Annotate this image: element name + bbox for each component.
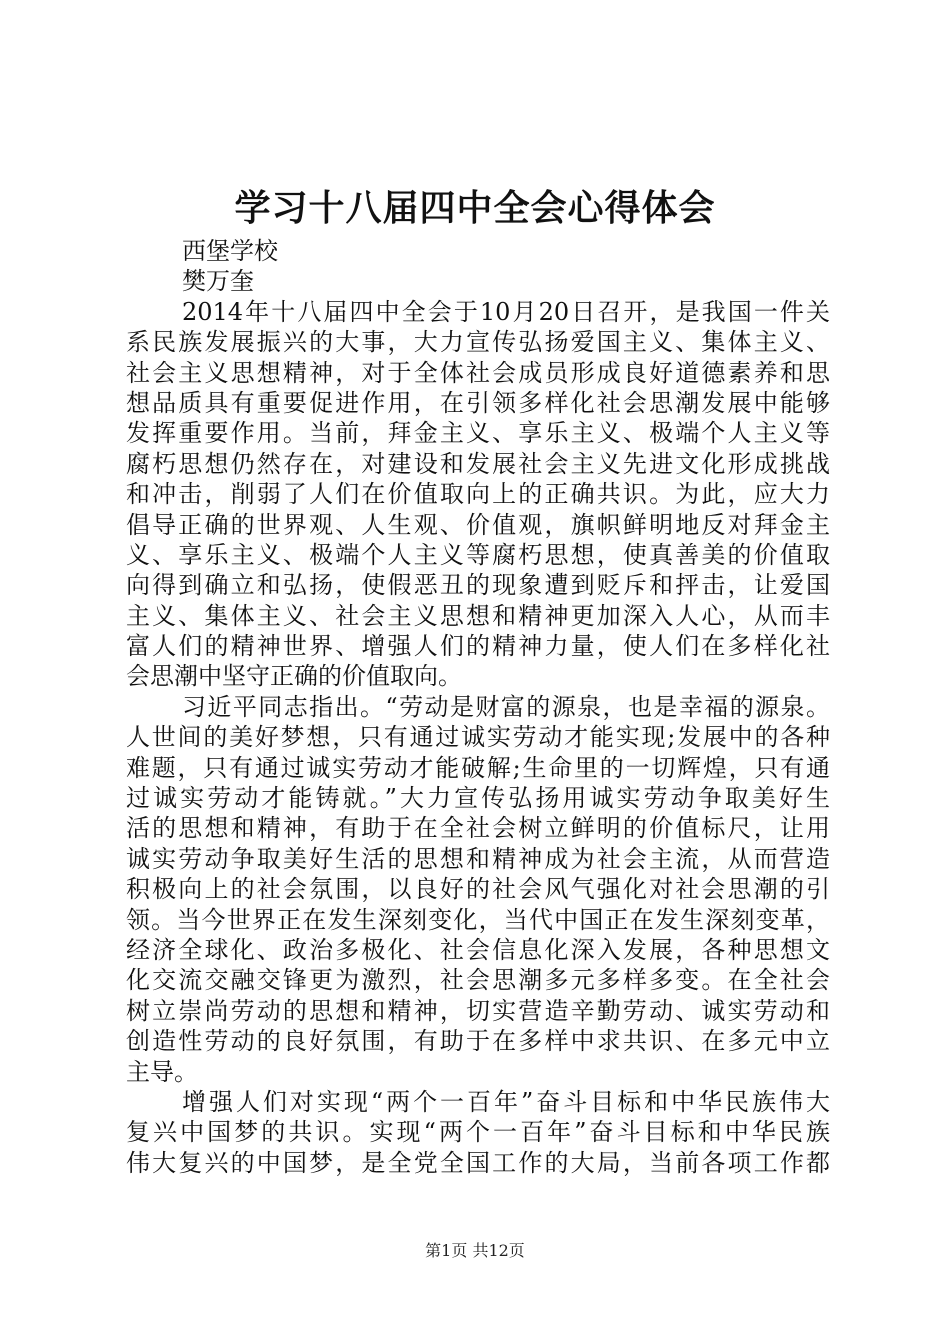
paragraph-1-line-9: 义、享乐主义、极端个人主义等腐朽思想，使真善美的价值取 <box>126 540 830 569</box>
school-name: 西堡学校 <box>182 237 278 265</box>
paragraph-2-line-12: 创造性劳动的良好氛围，有助于在多样中求共识、在多元中立 <box>126 1027 830 1056</box>
paragraph-1-line-10: 向得到确立和弘扬，使假恶丑的现象遭到贬斥和抨击，让爱国 <box>126 571 830 600</box>
paragraph-2-line-8: 领。当今世界正在发生深刻变化，当代中国正在发生深刻变革， <box>126 905 830 934</box>
paragraph-2-line-11: 树立崇尚劳动的思想和精神，切实营造辛勤劳动、诚实劳动和 <box>126 996 830 1025</box>
document-body <box>126 236 830 1178</box>
paragraph-1-line-11: 主义、集体主义、社会主义思想和精神更加深入人心，从而丰 <box>126 601 830 630</box>
paragraph-1-line-4: 想品质具有重要促进作用，在引领多样化社会思潮发展中能够 <box>126 388 830 417</box>
paragraph-1-line-5: 发挥重要作用。当前，拜金主义、享乐主义、极端个人主义等 <box>126 419 830 448</box>
paragraph-1-line-12: 富人们的精神世界、增强人们的精神力量，使人们在多样化社 <box>126 632 830 661</box>
paragraph-1-line-13: 会思潮中坚守正确的价值取向。 <box>126 662 462 691</box>
author-name: 樊万奎 <box>182 267 254 296</box>
paragraph-1-line-8: 倡导正确的世界观、人生观、价值观，旗帜鲜明地反对拜金主 <box>126 510 830 539</box>
paragraph-2-line-3: 难题，只有通过诚实劳动才能破解;生命里的一切辉煌，只有通 <box>126 753 830 782</box>
page-number-footer: 第1页 共12页 <box>425 1241 525 1260</box>
paragraph-3-line-1: 增强人们对实现“两个一百年”奋斗目标和中华民族伟大 <box>182 1087 830 1116</box>
paragraph-2-line-2: 人世间的美好梦想，只有通过诚实劳动才能实现;发展中的各种 <box>126 723 830 752</box>
paragraph-2-line-10: 化交流交融交锋更为激烈，社会思潮多元多样多变。在全社会 <box>126 966 830 995</box>
paragraph-3-line-3: 伟大复兴的中国梦，是全党全国工作的大局，当前各项工作都 <box>126 1148 830 1177</box>
paragraph-1-line-7: 和冲击，削弱了人们在价值取向上的正确共识。为此，应大力 <box>126 480 830 509</box>
paragraph-2-line-6: 诚实劳动争取美好生活的思想和精神成为社会主流，从而营造 <box>126 844 830 873</box>
paragraph-1-line-6: 腐朽思想仍然存在，对建设和发展社会主义先进文化形成挑战 <box>126 449 830 478</box>
paragraph-2-line-7: 积极向上的社会氛围，以良好的社会风气强化对社会思潮的引 <box>126 875 830 904</box>
paragraph-3-line-2: 复兴中国梦的共识。实现“两个一百年”奋斗目标和中华民族 <box>126 1118 830 1147</box>
paragraph-2-line-5: 活的思想和精神，有助于在全社会树立鲜明的价值标尺，让用 <box>126 814 830 843</box>
paragraph-2-line-4: 过诚实劳动才能铸就。”大力宣传弘扬用诚实劳动争取美好生 <box>126 784 830 813</box>
paragraph-2-line-13: 主导。 <box>126 1057 198 1086</box>
paragraph-1-line-2: 系民族发展振兴的大事，大力宣传弘扬爱国主义、集体主义、 <box>126 328 830 357</box>
paragraph-1-line-3: 社会主义思想精神，对于全体社会成员形成良好道德素养和思 <box>126 358 830 387</box>
document-title: 学习十八届四中全会心得体会 <box>234 187 716 229</box>
paragraph-2-line-1: 习近平同志指出。“劳动是财富的源泉，也是幸福的源泉。 <box>182 692 830 721</box>
paragraph-2-line-9: 经济全球化、政治多极化、社会信息化深入发展，各种思想文 <box>126 935 830 964</box>
paragraph-1-line-1: 2014年十八届四中全会于10月20日召开，是我国一件关 <box>182 297 830 326</box>
